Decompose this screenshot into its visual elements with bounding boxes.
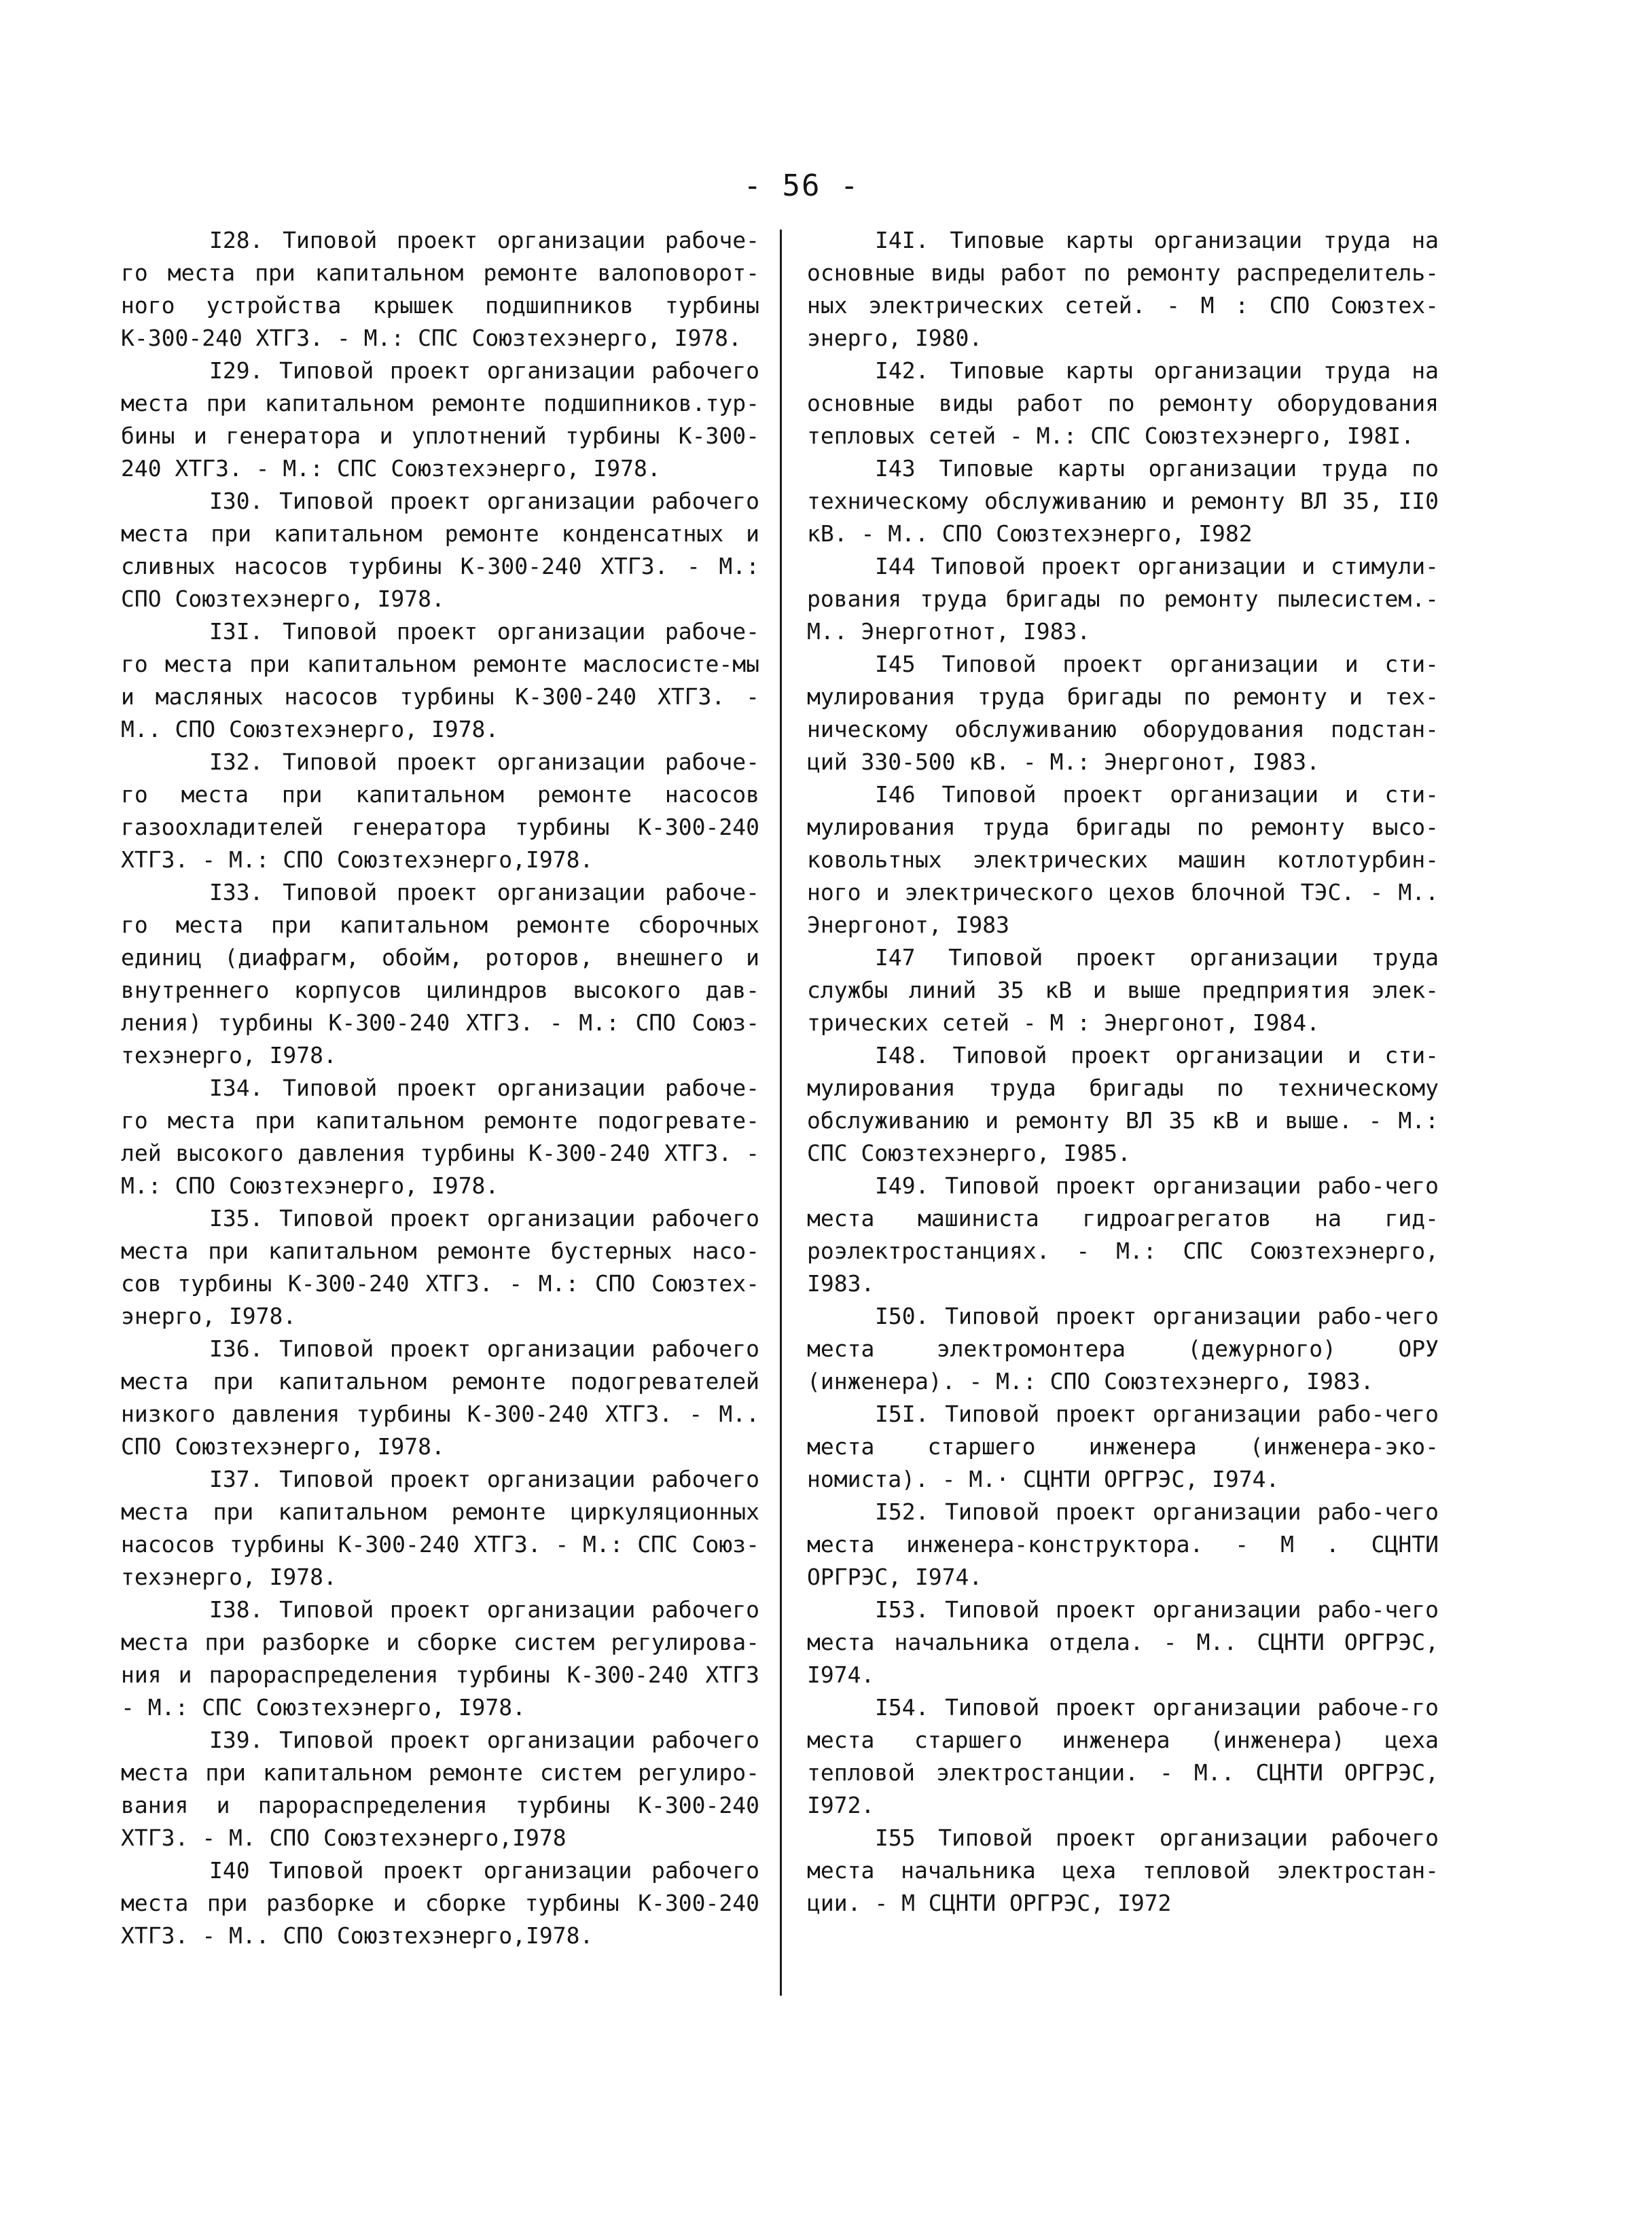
reference-entry: I37. Типовой проект организации рабочего места при капитальном ремонте циркуляционных насосов турбины К-300-240 ХТГЗ. - М.: СПС Союз-техэнерго, I978. <box>121 1466 759 1590</box>
reference-entry: I35. Типовой проект организации рабочего места при капитальном ремонте бустерных насо-сов турбины К-300-240 ХТГЗ. - М.: СПО Союзтех-энерго, I978. <box>121 1205 759 1329</box>
reference-entry: I55 Типовой проект организации рабочего места начальника цеха тепловой электростан-ции. - М СЦНТИ ОРГРЭС, I972 <box>807 1825 1439 1916</box>
reference-entry: I46 Типовой проект организации и сти-мулирования труда бригады по ремонту высо-ковольтных электрических машин котлотурбин-ного и электрического цехов блочной ТЭС. - М.. Энергонот, I983 <box>807 781 1439 938</box>
reference-entry: I43 Типовые карты организации труда по техническому обслуживанию и ремонту ВЛ 35, II0 кВ. - М.. СПО Союзтехэнерго, I982 <box>807 455 1439 547</box>
reference-entry: I42. Типовые карты организации труда на основные виды работ по ремонту оборудования тепловых сетей - М.: СПС Союзтехэнерго, I98I. <box>807 357 1439 449</box>
right-column <box>807 224 1439 1920</box>
reference-entry: I47 Типовой проект организации труда службы линий 35 кВ и выше предприятия элек-трических сетей - М : Энергонот, I984. <box>807 944 1439 1036</box>
reference-entry: I29. Типовой проект организации рабочего места при капитальном ремонте подшипников.тур-бины и генератора и уплотнений турбины К-300-240 ХТГЗ. - М.: СПС Союзтехэнерго, I978. <box>121 357 759 482</box>
reference-entry: I53. Типовой проект организации рабо-чего места начальника отдела. - М.. СЦНТИ ОРГРЭС, I974. <box>807 1596 1439 1688</box>
reference-entry: I50. Типовой проект организации рабо-чего места электромонтера (дежурного) ОРУ (инженера). - М.: СПО Союзтехэнерго, I983. <box>807 1303 1439 1395</box>
reference-entry: I36. Типовой проект организации рабочего места при капитальном ремонте подогревателей низкого давления турбины К-300-240 ХТГЗ. - М.. СПО Союзтехэнерго, I978. <box>121 1335 759 1460</box>
reference-entry: I45 Типовой проект организации и сти-мулирования труда бригады по ремонту и тех-ническому обслуживанию оборудования подстан-ций 330-500 кВ. - М.: Энергонот, I983. <box>807 651 1439 775</box>
reference-entry: I34. Типовой проект организации рабоче-го места при капитальном ремонте подогревате-лей высокого давления турбины К-300-240 ХТГЗ. - М.: СПО Союзтехэнерго, I978. <box>121 1075 759 1199</box>
column-divider <box>780 230 782 1996</box>
left-column <box>121 224 759 1952</box>
reference-entry: I33. Типовой проект организации рабоче-го места при капитальном ремонте сборочных единиц (диафрагм, обойм, роторов, внешнего и внутреннего корпусов цилиндров высокого дав-ления) турбины К-300-240 ХТГЗ. - М.: СПО Союз-техэнерго, I978. <box>121 879 759 1068</box>
reference-entry: I40 Типовой проект организации рабочего места при разборке и сборке турбины К-300-240 ХТГЗ. - М.. СПО Союзтехэнерго,I978. <box>121 1857 759 1949</box>
reference-entry: I38. Типовой проект организации рабочего места при разборке и сборке систем регулирова-ния и парораспределения турбины К-300-240 ХТГЗ - М.: СПС Союзтехэнерго, I978. <box>121 1596 759 1721</box>
reference-entry: I4I. Типовые карты организации труда на основные виды работ по ремонту распределитель-ных электрических сетей. - М : СПО Союзтех-энерго, I980. <box>807 227 1439 351</box>
reference-entry: I48. Типовой проект организации и сти-мулирования труда бригады по техническому обслуживанию и ремонту ВЛ 35 кВ и выше. - М.: СПС Союзтехэнерго, I985. <box>807 1042 1439 1166</box>
reference-entry: I44 Типовой проект организации и стимули-рования труда бригады по ремонту пылесистем.- М.. Энерготнот, I983. <box>807 553 1439 645</box>
reference-entry: I39. Типовой проект организации рабочего места при капитальном ремонте систем регулиро-вания и парораспределения турбины К-300-240 ХТГЗ. - М. СПО Союзтехэнерго,I978 <box>121 1727 759 1851</box>
reference-entry: I49. Типовой проект организации рабо-чего места машиниста гидроагрегатов на гид-роэлектростанциях. - М.: СПС Союзтехэнерго, I983. <box>807 1172 1439 1297</box>
reference-entry: I52. Типовой проект организации рабо-чего места инженера-конструктора. - М . СЦНТИ ОРГРЭС, I974. <box>807 1498 1439 1590</box>
reference-entry: I30. Типовой проект организации рабочего места при капитальном ремонте конденсатных и сливных насосов турбины К-300-240 ХТГЗ. - М.: СПО Союзтехэнерго, I978. <box>121 488 759 612</box>
page-number: - 56 - <box>743 168 860 203</box>
reference-entry: I5I. Типовой проект организации рабо-чего места старшего инженера (инженера-эко-номиста). - М.· СЦНТИ ОРГРЭС, I974. <box>807 1401 1439 1492</box>
reference-entry: I32. Типовой проект организации рабоче-го места при капитальном ремонте насосов газоохладителей генератора турбины К-300-240 ХТГЗ. - М.: СПО Союзтехэнерго,I978. <box>121 749 759 873</box>
reference-entry: I28. Типовой проект организации рабоче-го места при капитальном ремонте валоповорот-ного устройства крышек подшипников турбины К-300-240 ХТГЗ. - М.: СПС Союзтехэнерго, I978. <box>121 227 759 351</box>
reference-entry: I54. Типовой проект организации рабоче-го места старшего инженера (инженера) цеха тепловой электростанции. - М.. СЦНТИ ОРГРЭС, I972. <box>807 1694 1439 1818</box>
reference-entry: I3I. Типовой проект организации рабоче-го места при капитальном ремонте маслосисте-мы и масляных насосов турбины К-300-240 ХТГЗ. - М.. СПО Союзтехэнерго, I978. <box>121 618 759 742</box>
